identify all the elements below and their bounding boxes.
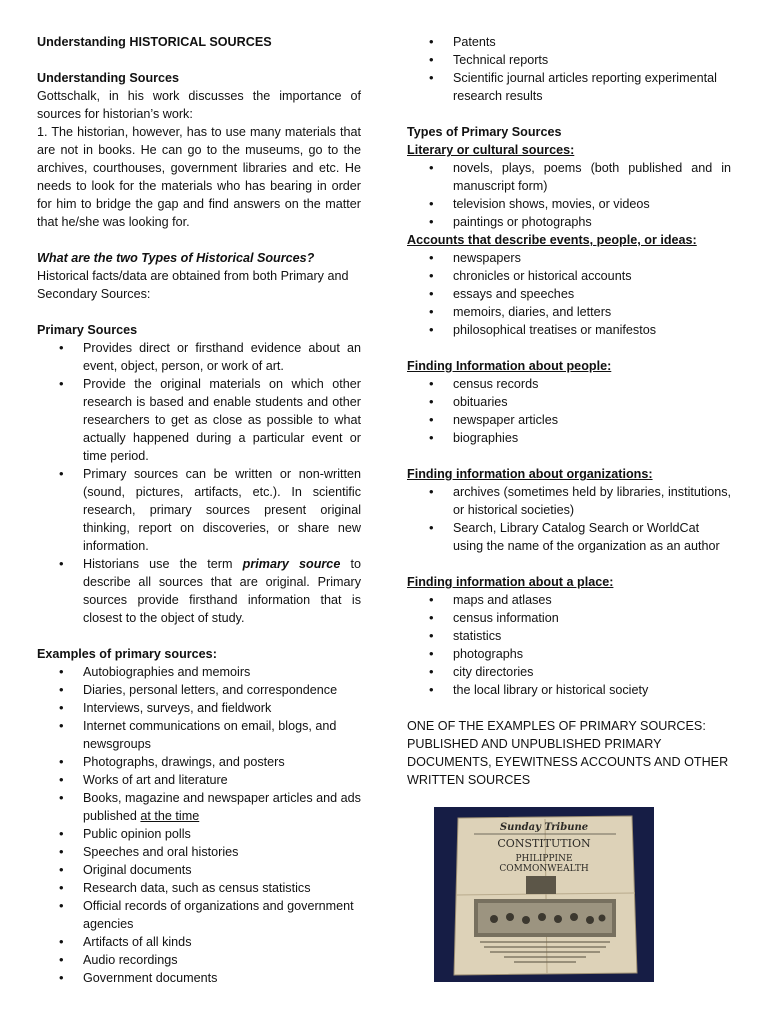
list-item: • memoirs, diaries, and letters xyxy=(407,303,731,321)
list-item: • Artifacts of all kinds xyxy=(37,933,361,951)
question-answer: Historical facts/data are obtained from both Primary and Secondary Sources: xyxy=(37,269,349,301)
question-heading: What are the two Types of Historical Sources? xyxy=(37,251,315,265)
primary-sources-heading: Primary Sources xyxy=(37,323,138,337)
at-the-time-text: at the time xyxy=(140,809,200,823)
types-heading: Types of Primary Sources xyxy=(407,125,562,139)
list-item: • city directories xyxy=(407,663,731,681)
list-item: • Patents xyxy=(407,33,731,51)
masthead: Sunday Tribune xyxy=(499,822,589,833)
literary-heading: Literary or cultural sources: xyxy=(407,143,575,157)
headline-commonwealth: COMMONWEALTH xyxy=(499,864,589,874)
examples-list-continued xyxy=(407,33,731,105)
list-item: • the local library or historical society xyxy=(407,681,731,699)
list-item: • Scientific journal articles reporting experimental research results xyxy=(407,69,731,105)
list-item: • Interviews, surveys, and fieldwork xyxy=(37,699,361,717)
primary-source-term: primary source xyxy=(242,557,341,571)
document-title: Understanding HISTORICAL SOURCES xyxy=(37,35,272,49)
accounts-list xyxy=(407,249,731,339)
list-item: • obituaries xyxy=(407,393,731,411)
list-item: • paintings or photographs xyxy=(407,213,731,231)
list-item: • statistics xyxy=(407,627,731,645)
books-text: Books, magazine and newspaper articles and ads published xyxy=(83,791,361,823)
list-item: • Provides direct or firsthand evidence about an event, object, person, or work of art. xyxy=(37,339,361,375)
list-item: • maps and atlases xyxy=(407,591,731,609)
newspaper-illustration xyxy=(434,807,654,982)
place-heading: Finding information about a place: xyxy=(407,575,614,589)
left-column xyxy=(37,33,361,987)
list-item-books xyxy=(37,789,361,825)
list-item-historians xyxy=(37,555,361,627)
intro-paragraph: Gottschalk, in his work discusses the importance of sources for historian’s work: xyxy=(37,89,361,121)
list-item: • biographies xyxy=(407,429,731,447)
organizations-heading: Finding information about organizations: xyxy=(407,467,653,481)
list-item: • Primary sources can be written or non-written (sound, pictures, artifacts, etc.). In scientific research, primary sources present original thinking, report on discoveries, or share new information. xyxy=(37,465,361,555)
list-item: • Public opinion polls xyxy=(37,825,361,843)
closing-statement: ONE OF THE EXAMPLES OF PRIMARY SOURCES: PUBLISHED AND UNPUBLISHED PRIMARY DOCUMENTS, EYEWITNESS ACCOUNTS AND OTHER WRITTEN SOURCES xyxy=(407,719,729,787)
people-list xyxy=(407,375,731,447)
list-item: • Search, Library Catalog Search or WorldCat using the name of the organization as an author xyxy=(407,519,731,555)
right-column xyxy=(407,33,731,789)
list-item: • photographs xyxy=(407,645,731,663)
list-item: • census information xyxy=(407,609,731,627)
headline-philippine: PHILIPPINE xyxy=(515,854,573,864)
point-one-paragraph: 1. The historian, however, has to use many materials that are not in books. He can go to the museums, go to the archives, courthouses, government libraries and etc. He needs to look for the materials who has bearing in order for him to bridge the gap and find answers on the matter that he/she was looking for. xyxy=(37,125,361,229)
historians-text-rest: to describe all sources that are original. Primary sources provide firsthand information that is closest to the object of study. xyxy=(83,557,361,625)
primary-sources-list xyxy=(37,339,361,627)
list-item: • chronicles or historical accounts xyxy=(407,267,731,285)
literary-list xyxy=(407,159,731,231)
list-item: • newspapers xyxy=(407,249,731,267)
examples-heading: Examples of primary sources: xyxy=(37,647,217,661)
historians-text: Historians use the term xyxy=(83,557,243,571)
list-item: • census records xyxy=(407,375,731,393)
list-item: • philosophical treatises or manifestos xyxy=(407,321,731,339)
list-item: • Photographs, drawings, and posters xyxy=(37,753,361,771)
list-item: • Audio recordings xyxy=(37,951,361,969)
understanding-sources-heading: Understanding Sources xyxy=(37,71,180,85)
list-item: • newspaper articles xyxy=(407,411,731,429)
list-item: • essays and speeches xyxy=(407,285,731,303)
place-list xyxy=(407,591,731,699)
list-item: • Autobiographies and memoirs xyxy=(37,663,361,681)
list-item: • Research data, such as census statistics xyxy=(37,879,361,897)
list-item: • Diaries, personal letters, and correspondence xyxy=(37,681,361,699)
newspaper-photo xyxy=(434,807,654,982)
list-item: • Speeches and oral histories xyxy=(37,843,361,861)
list-item: • Official records of organizations and government agencies xyxy=(37,897,361,933)
organizations-list xyxy=(407,483,731,555)
list-item: • Provide the original materials on which other research is based and enable students and other researchers to get as close as possible to what actually happened during a particular event or time period. xyxy=(37,375,361,465)
examples-list xyxy=(37,663,361,987)
list-item: • Government documents xyxy=(37,969,361,987)
list-item: • Technical reports xyxy=(407,51,731,69)
list-item: • Original documents xyxy=(37,861,361,879)
list-item: • television shows, movies, or videos xyxy=(407,195,731,213)
list-item: • novels, plays, poems (both published and in manuscript form) xyxy=(407,159,731,195)
accounts-heading: Accounts that describe events, people, or ideas: xyxy=(407,233,697,247)
list-item: • Works of art and literature xyxy=(37,771,361,789)
people-heading: Finding Information about people: xyxy=(407,359,612,373)
list-item: • archives (sometimes held by libraries, institutions, or historical societies) xyxy=(407,483,731,519)
headline-constitution: CONSTITUTION xyxy=(497,837,591,850)
list-item: • Internet communications on email, blogs, and newsgroups xyxy=(37,717,361,753)
